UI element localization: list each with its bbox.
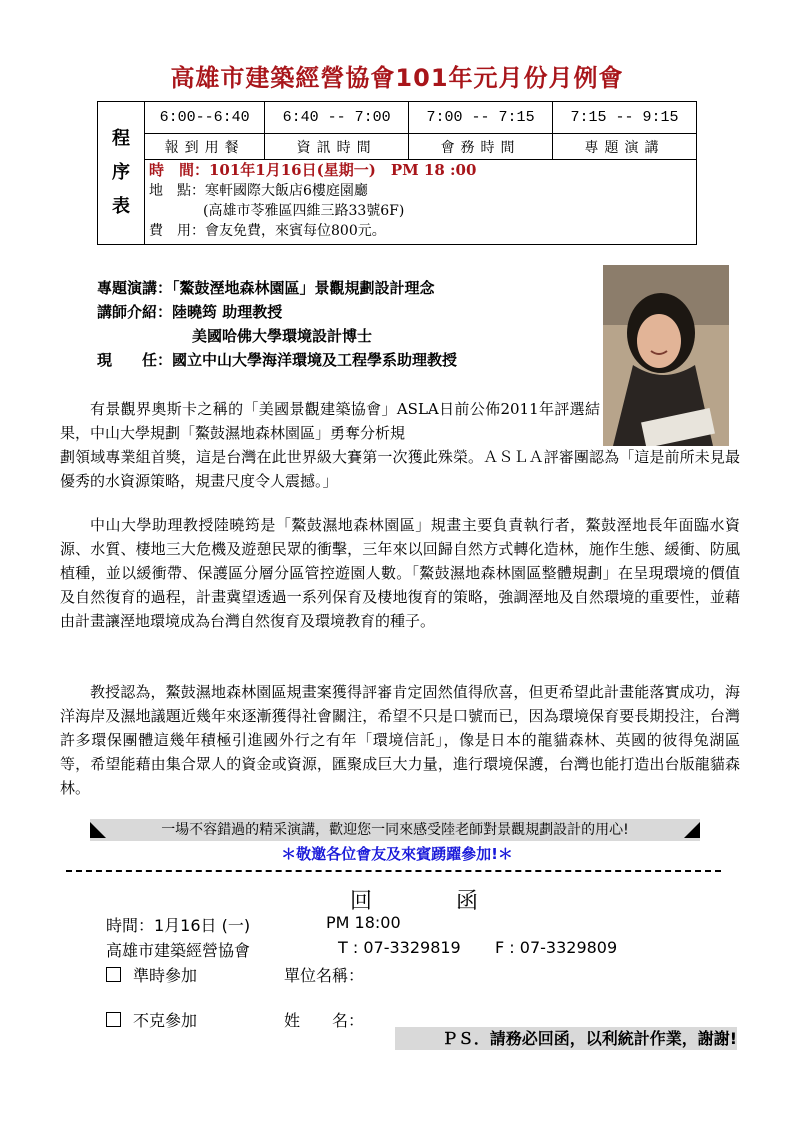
attend-option[interactable]: 準時參加 (106, 963, 197, 986)
reply-tel: T : 07-3329819 (338, 938, 461, 957)
schedule-time: 7:00 -- 7:15 (409, 102, 553, 134)
lecture-topic: 專題演講：「鰲鼓溼地森林園區」景觀規劃設計理念 (97, 279, 435, 297)
reply-org: 高雄市建築經營協會 (106, 941, 251, 960)
attend-checkbox[interactable] (106, 967, 121, 982)
name-label: 姓 名： (284, 1011, 365, 1030)
absent-option[interactable]: 不克參加 (106, 1008, 197, 1031)
cut-line (66, 870, 721, 872)
schedule-time: 6:40 -- 7:00 (265, 102, 409, 134)
speaker-degree: 美國哈佛大學環境設計博士 (192, 327, 373, 345)
paragraph-1b: 劃領域專業組首獎，這是台灣在此世界級大賽第一次獲此殊榮。ＡＳＬＡ評審團認為「這是前所未見最優秀的水資源策略，規畫尺度令人震撼。」 (60, 448, 740, 490)
event-place: 地 點：寒軒國際大飯店6樓庭園廳 (149, 183, 368, 199)
event-fee: 費 用：會友免費，來賓每位800元。 (149, 223, 386, 239)
schedule-table (97, 101, 697, 245)
lecture-info (97, 276, 457, 372)
invite-line: ＊敬邀各位會友及來賓踴躍參加!＊ (281, 845, 513, 863)
schedule-label: 會務時間 (409, 134, 553, 160)
triangle-left-icon (90, 822, 106, 838)
schedule-side-label: 程 序 表 (98, 102, 145, 245)
triangle-right-icon (684, 822, 700, 838)
reply-fax: F : 07-3329809 (495, 938, 618, 957)
speaker-position: 現 任：國立中山大學海洋環境及工程學系助理教授 (97, 351, 458, 369)
event-address: (高雄市苓雅區四維三路33號6F) (203, 203, 405, 219)
paragraph-2: 中山大學助理教授陸曉筠是「鰲鼓濕地森林園區」規畫主要負責執行者，鰲鼓溼地長年面臨水資源、水質、棲地三大危機及遊憩民眾的衝擊，三年來以回歸自然方式轉化造林，施作生態、緩衝、防風植種，並以緩衝帶、保護區分層分區管控遊園人數。「鰲鼓濕地森林園區整體規劃」在呈現環境的價值及自然復育的過程，計畫冀望透過一系列保育及棲地復育的策略，強調溼地及自然環境的重要性，並藉由計畫讓溼地環境成為台灣自然復育及環境教育的種子。 (60, 516, 740, 630)
schedule-label: 專題演講 (553, 134, 697, 160)
paragraph-3: 教授認為，鰲鼓濕地森林園區規畫案獲得評審肯定固然值得欣喜，但更希望此計畫能落實成功，海洋海岸及濕地議題近幾年來逐漸獲得社會關注，希望不只是口號而已，因為環境保育要長期投注，台灣許多環保團體這幾年積極引進國外行之有年「環境信託」，像是日本的龍貓森林、英國的彼得兔湖區等，希望能藉由集合眾人的資金或資源，匯聚成巨大力量，進行環境保護，台灣也能打造出台版龍貓森林。 (60, 683, 740, 797)
ps-note: ＰＳ．請務必回函，以利統計作業，謝謝! (395, 1027, 737, 1050)
schedule-time: 7:15 -- 9:15 (553, 102, 697, 134)
schedule-time: 6:00--6:40 (145, 102, 265, 134)
speaker-name: 講師介紹：陸曉筠 助理教授 (97, 303, 283, 321)
absent-checkbox[interactable] (106, 1012, 121, 1027)
event-time: 時 間：101年1月16日(星期一) PM 18 :00 (149, 161, 477, 179)
speaker-photo (603, 265, 729, 446)
paragraph-1a: 有景觀界奧斯卡之稱的「美國景觀建築協會」ASLA日前公佈2011年評選結果，中山大學規劃「鰲鼓濕地森林園區」勇奪分析規 (60, 400, 600, 442)
page-title: 高雄市建築經營協會101年元月份月例會 (170, 64, 624, 92)
reply-title: 回函 (350, 889, 563, 914)
promo-banner: 一場不容錯過的精采演講，歡迎您一同來感受陸老師對景觀規劃設計的用心! (90, 819, 700, 841)
schedule-label: 資訊時間 (265, 134, 409, 160)
unit-label: 單位名稱： (284, 966, 365, 985)
event-info (145, 160, 697, 245)
reply-time: 時間：1月16日 (一) (106, 916, 251, 935)
schedule-label: 報到用餐 (145, 134, 265, 160)
reply-pm: PM 18:00 (326, 913, 401, 932)
